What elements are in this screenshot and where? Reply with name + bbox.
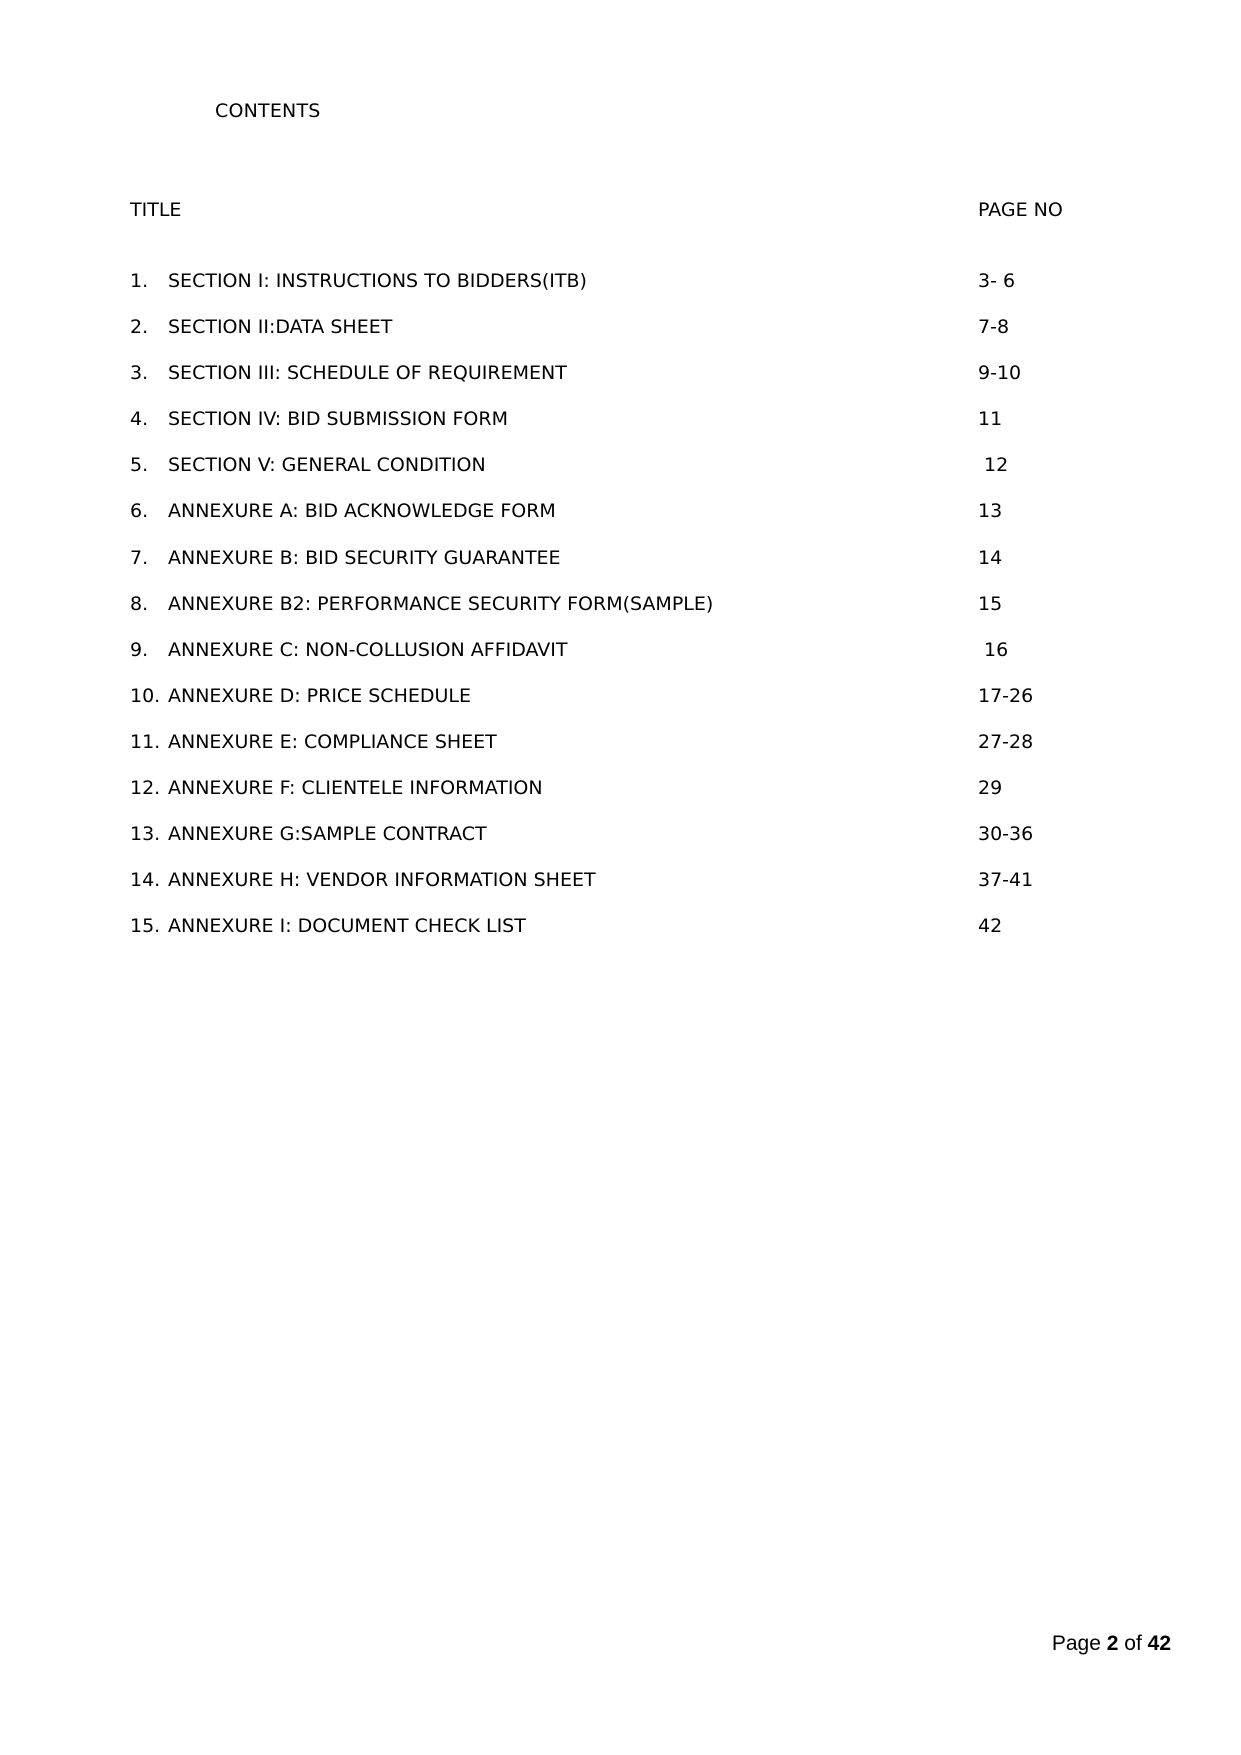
page-title: CONTENTS bbox=[215, 100, 321, 122]
toc-entry-number: 9. bbox=[130, 638, 149, 661]
toc-entry bbox=[130, 406, 1090, 452]
toc-entry-number: 2. bbox=[130, 316, 149, 339]
toc-entry-page: 37-41 bbox=[978, 869, 1034, 892]
toc-entry bbox=[130, 729, 1090, 775]
toc-entry-page: 11 bbox=[978, 408, 1003, 431]
toc-entry bbox=[130, 360, 1090, 406]
toc-entry-number: 4. bbox=[130, 408, 149, 431]
toc-entry-number: 5. bbox=[130, 454, 149, 477]
toc-entry-page: 13 bbox=[978, 500, 1003, 523]
toc-entry bbox=[130, 775, 1090, 821]
toc-entry-title: SECTION IV: BID SUBMISSION FORM bbox=[168, 408, 508, 431]
toc-entry bbox=[130, 637, 1090, 683]
page-word: Page bbox=[1051, 1632, 1101, 1655]
toc-entry-title: ANNEXURE B: BID SECURITY GUARANTEE bbox=[168, 546, 561, 569]
toc-entry-page: 14 bbox=[978, 546, 1003, 569]
toc-entry bbox=[130, 498, 1090, 544]
table-of-contents bbox=[130, 268, 1090, 959]
toc-entry-title: ANNEXURE H: VENDOR INFORMATION SHEET bbox=[168, 869, 596, 892]
toc-entry-title: ANNEXURE C: NON-COLLUSION AFFIDAVIT bbox=[168, 638, 568, 661]
toc-entry-number: 8. bbox=[130, 592, 149, 615]
toc-entry-number: 11. bbox=[130, 730, 161, 753]
toc-entry bbox=[130, 268, 1090, 314]
toc-entry-page: 27-28 bbox=[978, 730, 1034, 753]
of-word: of bbox=[1124, 1632, 1142, 1655]
toc-entry-title: SECTION V: GENERAL CONDITION bbox=[168, 454, 486, 477]
toc-entry-title: ANNEXURE E: COMPLIANCE SHEET bbox=[168, 730, 497, 753]
toc-entry-page: 7-8 bbox=[978, 316, 1010, 339]
toc-entry-page: 17-26 bbox=[978, 684, 1034, 707]
toc-entry-number: 3. bbox=[130, 362, 149, 385]
toc-entry-title: ANNEXURE I: DOCUMENT CHECK LIST bbox=[168, 915, 526, 938]
toc-entry-number: 13. bbox=[130, 823, 161, 846]
toc-entry-number: 1. bbox=[130, 270, 149, 292]
toc-entry-page: 16 bbox=[978, 638, 1009, 661]
toc-entry-page: 15 bbox=[978, 592, 1003, 615]
toc-entry-number: 15. bbox=[130, 915, 161, 938]
toc-entry bbox=[130, 314, 1090, 360]
toc-entry-page: 3- 6 bbox=[978, 270, 1016, 292]
toc-entry-page: 30-36 bbox=[978, 823, 1034, 846]
page-number-footer bbox=[1052, 1632, 1171, 1656]
toc-entry-title: ANNEXURE B2: PERFORMANCE SECURITY FORM(SAMPLE) bbox=[168, 592, 714, 615]
current-page-number: 2 bbox=[1106, 1632, 1119, 1655]
toc-entry bbox=[130, 821, 1090, 867]
toc-entry-title: ANNEXURE G:SAMPLE CONTRACT bbox=[168, 823, 487, 846]
toc-entry bbox=[130, 545, 1090, 591]
toc-entry-page: 42 bbox=[978, 915, 1003, 938]
toc-entry bbox=[130, 452, 1090, 498]
toc-entry-number: 6. bbox=[130, 500, 149, 523]
toc-entry bbox=[130, 591, 1090, 637]
toc-entry-title: SECTION III: SCHEDULE OF REQUIREMENT bbox=[168, 362, 567, 385]
toc-entry-title: SECTION II:DATA SHEET bbox=[168, 316, 393, 339]
toc-entry-number: 10. bbox=[130, 684, 161, 707]
toc-entry-page: 12 bbox=[978, 454, 1009, 477]
toc-entry bbox=[130, 867, 1090, 913]
title-column-header: TITLE bbox=[130, 199, 182, 221]
toc-entry-number: 14. bbox=[130, 869, 161, 892]
toc-entry-title: ANNEXURE F: CLIENTELE INFORMATION bbox=[168, 777, 543, 800]
toc-entry-title: SECTION I: INSTRUCTIONS TO BIDDERS(ITB) bbox=[168, 270, 587, 292]
toc-entry-title: ANNEXURE A: BID ACKNOWLEDGE FORM bbox=[168, 500, 556, 523]
toc-entry-title: ANNEXURE D: PRICE SCHEDULE bbox=[168, 684, 471, 707]
toc-entry-page: 29 bbox=[978, 777, 1003, 800]
page-no-column-header: PAGE NO bbox=[978, 199, 1063, 221]
toc-entry bbox=[130, 683, 1090, 729]
toc-entry-number: 7. bbox=[130, 546, 149, 569]
toc-entry bbox=[130, 913, 1090, 959]
total-page-count: 42 bbox=[1147, 1632, 1171, 1655]
toc-entry-page: 9-10 bbox=[978, 362, 1022, 385]
toc-entry-number: 12. bbox=[130, 777, 161, 800]
